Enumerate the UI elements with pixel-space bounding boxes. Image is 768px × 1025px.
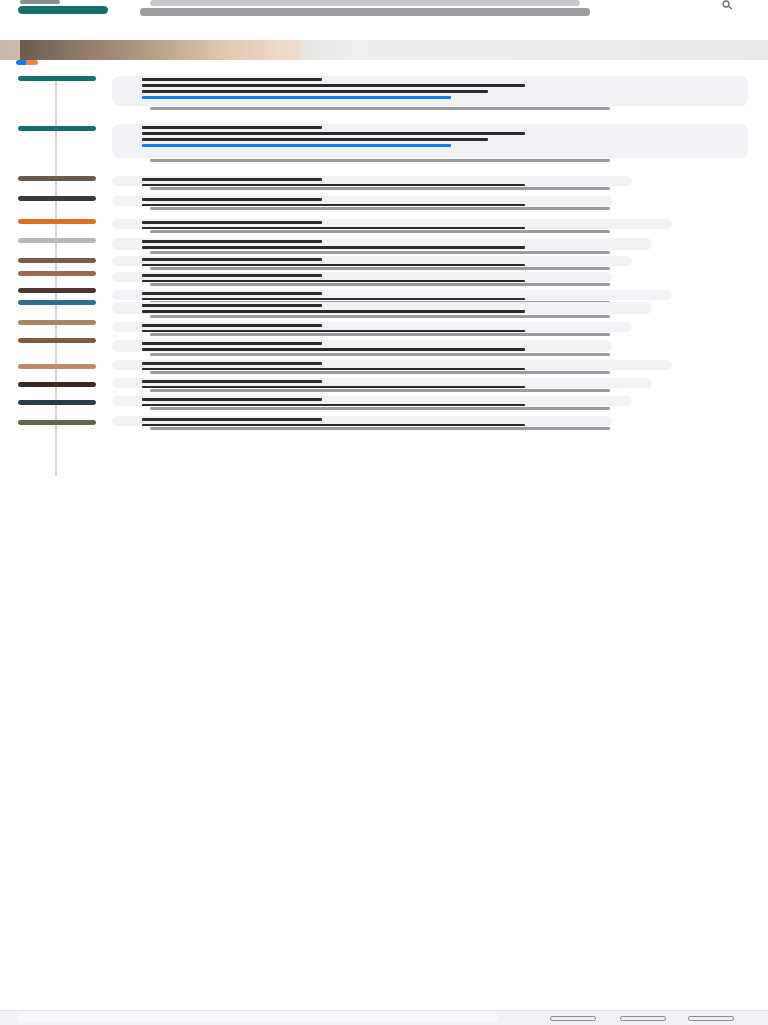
commenter-name[interactable] [142, 274, 322, 277]
comment-actions[interactable] [150, 159, 610, 162]
commenter-name[interactable] [142, 126, 322, 129]
comment-bubble[interactable] [112, 219, 672, 229]
commenter-name[interactable] [142, 324, 322, 327]
comment-bubble[interactable] [112, 360, 672, 370]
commenter-name[interactable] [142, 258, 322, 261]
comment-actions[interactable] [150, 207, 610, 210]
comment-text-line [142, 280, 525, 282]
comment-text-line [142, 204, 525, 206]
commenter-avatar[interactable] [18, 76, 96, 81]
haha-icon[interactable] [26, 60, 38, 65]
comment-text-line [142, 368, 525, 370]
emoji-icon[interactable] [688, 1016, 734, 1021]
commenter-name[interactable] [142, 221, 322, 224]
commenter-avatar[interactable] [18, 338, 96, 343]
commenter-name[interactable] [142, 380, 322, 383]
commenter-avatar[interactable] [18, 320, 96, 325]
post-text [20, 12, 750, 38]
sticker-icon[interactable] [550, 1016, 596, 1021]
commenter-avatar[interactable] [18, 238, 96, 243]
commenter-name[interactable] [142, 292, 322, 295]
comment-bubble[interactable] [112, 256, 632, 266]
commenter-avatar[interactable] [18, 271, 96, 276]
comment-bubble[interactable] [112, 322, 632, 332]
comment-actions[interactable] [150, 333, 610, 336]
comment-actions[interactable] [150, 427, 610, 430]
banner-caption [400, 43, 640, 57]
comment-actions[interactable] [150, 187, 610, 190]
commenter-avatar[interactable] [18, 219, 96, 224]
comment-input[interactable] [18, 1014, 498, 1022]
commenter-avatar[interactable] [18, 382, 96, 387]
post-image[interactable] [0, 40, 768, 60]
commenter-name[interactable] [142, 342, 322, 345]
commenter-name[interactable] [142, 362, 322, 365]
comment-text-line [142, 144, 451, 147]
comment-actions[interactable] [150, 267, 610, 270]
comment-text-line [142, 298, 525, 300]
comment-text-line [142, 84, 525, 87]
commenter-name[interactable] [142, 240, 322, 243]
comment-bubble[interactable] [112, 396, 632, 406]
commenter-avatar[interactable] [18, 196, 96, 201]
commenter-avatar[interactable] [18, 364, 96, 369]
comment-count[interactable] [330, 61, 450, 67]
comment-text-line [142, 90, 488, 93]
comment-text-line [142, 138, 488, 141]
comment-bubble[interactable] [112, 416, 612, 426]
commenter-name[interactable] [142, 304, 322, 307]
person-photo [20, 40, 300, 60]
comment-text-line [142, 310, 525, 313]
comment-bubble[interactable] [112, 176, 632, 186]
share-count[interactable] [600, 61, 660, 67]
comment-text-line [142, 424, 525, 426]
commenter-avatar[interactable] [18, 288, 96, 293]
comment-actions[interactable] [150, 353, 610, 356]
comment-text-line [142, 386, 525, 388]
comment-text-line [142, 227, 525, 229]
comment-bubble[interactable] [112, 238, 652, 250]
comment-actions[interactable] [150, 230, 610, 233]
comment-text-line [142, 264, 525, 266]
back-arrow-icon[interactable] [20, 0, 60, 4]
comment-actions[interactable] [150, 407, 610, 410]
comment-actions[interactable] [150, 251, 610, 254]
commenter-name[interactable] [142, 398, 322, 401]
commenter-name[interactable] [142, 418, 322, 421]
comment-actions[interactable] [150, 107, 610, 110]
header-title [150, 0, 580, 6]
comment-actions[interactable] [150, 371, 610, 374]
comment-bubble[interactable] [112, 378, 652, 388]
comment-bubble[interactable] [112, 196, 612, 206]
gif-icon[interactable] [620, 1016, 666, 1021]
commenter-avatar[interactable] [18, 420, 96, 425]
commenter-avatar[interactable] [18, 300, 96, 305]
comment-bubble[interactable] [112, 290, 672, 300]
comment-text-line [142, 330, 525, 332]
commenter-avatar[interactable] [18, 400, 96, 405]
comment-text-line [142, 96, 451, 99]
commenter-name[interactable] [142, 198, 322, 201]
comment-bubble[interactable] [112, 124, 748, 158]
reaction-count[interactable] [90, 61, 180, 67]
comment-bubble[interactable] [112, 272, 612, 282]
comment-text-line [142, 404, 525, 406]
commenter-avatar[interactable] [18, 126, 96, 131]
comment-actions[interactable] [150, 283, 610, 286]
comment-text-line [142, 132, 525, 135]
comment-bubble[interactable] [112, 76, 748, 106]
commenter-name[interactable] [142, 78, 322, 81]
comment-bubble[interactable] [112, 340, 612, 352]
comment-bubble[interactable] [112, 302, 652, 314]
more-relevant-link[interactable] [22, 68, 132, 75]
comment-text-line [142, 246, 525, 249]
commenter-avatar[interactable] [18, 258, 96, 263]
commenter-avatar[interactable] [18, 176, 96, 181]
comment-actions[interactable] [150, 315, 610, 318]
comment-actions[interactable] [150, 389, 610, 392]
thread-line [55, 80, 57, 476]
comment-text-line [142, 184, 525, 186]
commenter-name[interactable] [142, 178, 322, 181]
search-icon[interactable] [708, 0, 748, 10]
comment-text-line [142, 348, 525, 351]
